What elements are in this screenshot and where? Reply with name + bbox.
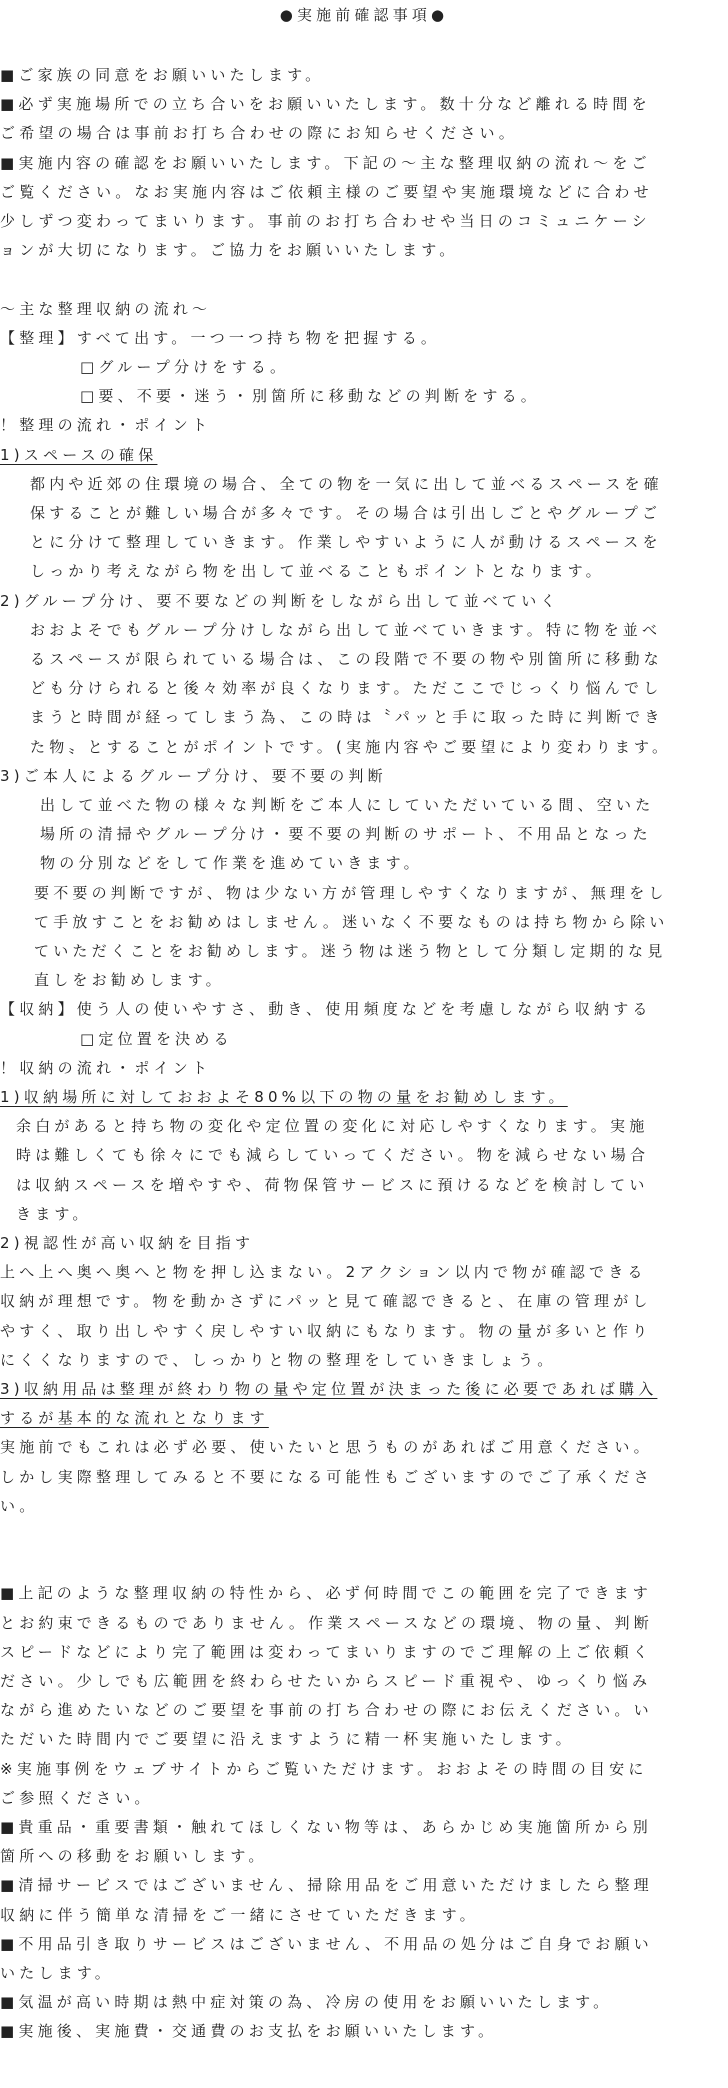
document-line: にくくなりますので、しっかりと物の整理をしていきましょう。	[0, 1350, 557, 1369]
document-line: 1)収納場所に対しておおよそ80%以下の物の量をお勧めします。	[0, 1088, 568, 1106]
document-line: ■不用品引き取りサービスはございません、不用品の処分はご自身でお願い	[0, 1934, 653, 1953]
document-line: 直しをお勧めします。	[34, 971, 225, 990]
document-line: □定位置を決める	[80, 1029, 233, 1048]
document-line: いたします。	[0, 1964, 115, 1982]
document-line: 要不要の判断ですが、物は少ない方が管理しやすくなりますが、無理をし	[34, 883, 668, 902]
document-line: きます。	[16, 1204, 92, 1223]
document-line: 1)スペースの確保	[0, 445, 158, 464]
document-line: 上へ上へ奥へ奥へと物を押し込まない。2アクション以内で物が確認できる	[0, 1263, 647, 1282]
document-line: ■必ず実施場所での立ち合いをお願いいたします。数十分など離れる時間を	[0, 95, 651, 114]
document-line: ていただくことをお勧めします。迷う物は迷う物として分類し定期的な見	[34, 942, 667, 960]
document-line: 出して並べた物の様々な判断をご本人にしていただいている間、空いた	[40, 796, 655, 814]
document-line: 収納が理想です。物を動かさずにパッと見て確認できると、在庫の管理がし	[0, 1292, 652, 1311]
document-line: 場所の清掃やグループ分け・要不要の判断のサポート、不用品となった	[40, 825, 652, 844]
document-line: ！整理の流れ・ポイント	[0, 416, 212, 435]
document-line: ■実施後、実施費・交通費のお支払をお願いいたします。	[0, 2022, 498, 2041]
document-title: ●実施前確認事項●	[279, 6, 449, 24]
document-line: ■清掃サービスではございません、掃除用品をご用意いただけましたら整理	[0, 1876, 653, 1895]
document-line: は収納スペースを増やすや、荷物保管サービスに預けるなどを検討してい	[16, 1175, 649, 1194]
document-line: とに分けて整理していきます。作業しやすいように人が動けるスペースを	[30, 533, 662, 552]
document-line: 都内や近郊の住環境の場合、全ての物を一気に出して並べるスペースを確	[30, 474, 663, 493]
document-line: 2)グループ分け、要不要などの判断をしながら出して並べていく	[0, 591, 560, 610]
document-line: 物の分別などをして作業を進めていきます。	[40, 854, 423, 873]
document-line: やすく、取り出しやすく戻しやすい収納にもなります。物の量が多いと作り	[0, 1321, 652, 1340]
document-line: 3)ご本人によるグループ分け、要不要の判断	[0, 766, 387, 785]
document-line: ※実施事例をウェブサイトからご覧いただけます。おおよその時間の目安に	[0, 1759, 648, 1778]
document-line: ご希望の場合は事前お打ち合わせの際にお知らせください。	[0, 124, 518, 143]
document-line: ■実施内容の確認をお願いいたします。下記の～主な整理収納の流れ～をご	[0, 153, 651, 172]
document-line: ながら進めたいなどのご要望を事前の打ち合わせの際にお伝えください。い	[0, 1701, 653, 1720]
document-line: ■気温が高い時期は熱中症対策の為、冷房の使用をお願いいたします。	[0, 1993, 613, 2012]
document-line: 箇所への移動をお願いします。	[0, 1847, 268, 1866]
document-line: とお約束できるものでありません。作業スペースなどの環境、物の量、判断	[0, 1613, 653, 1632]
document-line: た物〟とすることがポイントです。(実施内容やご要望により変わります。	[30, 737, 672, 756]
document-line: ■上記のような整理収納の特性から、必ず何時間でこの範囲を完了できます	[0, 1584, 652, 1603]
document-line: 少しずつ変わってまいります。事前のお打ち合わせや当日のコミュニケーシ	[0, 212, 651, 230]
document-line: ～主な整理収納の流れ～	[0, 299, 212, 318]
document-line: ■ご家族の同意をお願いいたします。	[0, 66, 325, 84]
document-line: 3)収納用品は整理が終わり物の量や定位置が決まった後に必要であれば購入	[0, 1380, 658, 1398]
document-line: するが基本的な流れとなります	[0, 1409, 269, 1428]
document-line: まうと時間が経ってしまう為、この時は〝パッと手に取った時に判断でき	[30, 708, 664, 727]
document-line: 余白があると持ち物の変化や定位置の変化に対応しやすくなります。実施	[16, 1117, 649, 1136]
document-line: 【整理】すべて出す。一つ一つ持ち物を把握する。	[0, 328, 441, 347]
document-line: 時は難しくても徐々にでも減らしていってください。物を減らせない場合	[16, 1146, 650, 1165]
document-line: ども分けられると後々効率が良くなります。ただここでじっくり悩んでし	[30, 679, 663, 698]
document-line: スピードなどにより完了範囲は変わってまいりますのでご理解の上ご依頼く	[0, 1642, 653, 1661]
document-line: い。	[0, 1496, 39, 1515]
document-line: 実施前でもこれは必ず必要、使いたいと思うものがあればご用意ください。	[0, 1438, 653, 1457]
document-line: 2)視認性が高い収納を目指す	[0, 1234, 255, 1252]
document-line: 【収納】使う人の使いやすさ、動き、使用頻度などを考慮しながら収納する	[0, 1000, 652, 1019]
document-line: ただいた時間内でご要望に沿えますように精一杯実施いたします。	[0, 1730, 575, 1749]
document-line: ！収納の流れ・ポイント	[0, 1058, 212, 1077]
document-line: しかし実際整理してみると不要になる可能性もございますのでご了承くださ	[0, 1467, 653, 1486]
document-line: ョンが大切になります。ご協力をお願いいたします。	[0, 241, 459, 260]
document-line: て手放すことをお勧めはしません。迷いなく不要なものは持ち物から除い	[34, 912, 669, 931]
document-line: ご参照ください。	[0, 1788, 154, 1807]
document-line: ご覧ください。なお実施内容はご依頼主様のご要望や実施環境などに合わせ	[0, 182, 653, 201]
document-line: □要、不要・迷う・別箇所に移動などの判断をする。	[80, 387, 540, 406]
document-line: ださい。少しでも広範囲を終わらせたいからスピード重視や、ゆっくり悩み	[0, 1672, 652, 1690]
document-line: 収納に伴う簡単な清掃をご一緒にさせていただきます。	[0, 1905, 479, 1924]
document-line: 保することが難しい場合が多々です。その場合は引出しごとやグループご	[30, 504, 662, 522]
document-line: □グループ分けをする。	[80, 358, 290, 376]
document-line: おおよそでもグループ分けしながら出して並べていきます。特に物を並べ	[30, 620, 662, 639]
document-line: ■貴重品・重要書類・触れてほしくない物等は、あらかじめ実施箇所から別	[0, 1818, 652, 1836]
document-line: るスペースが限られている場合は、この段階で不要の物や別箇所に移動な	[30, 650, 663, 668]
document-line: しっかり考えながら物を出して並べることもポイントとなります。	[30, 562, 605, 581]
